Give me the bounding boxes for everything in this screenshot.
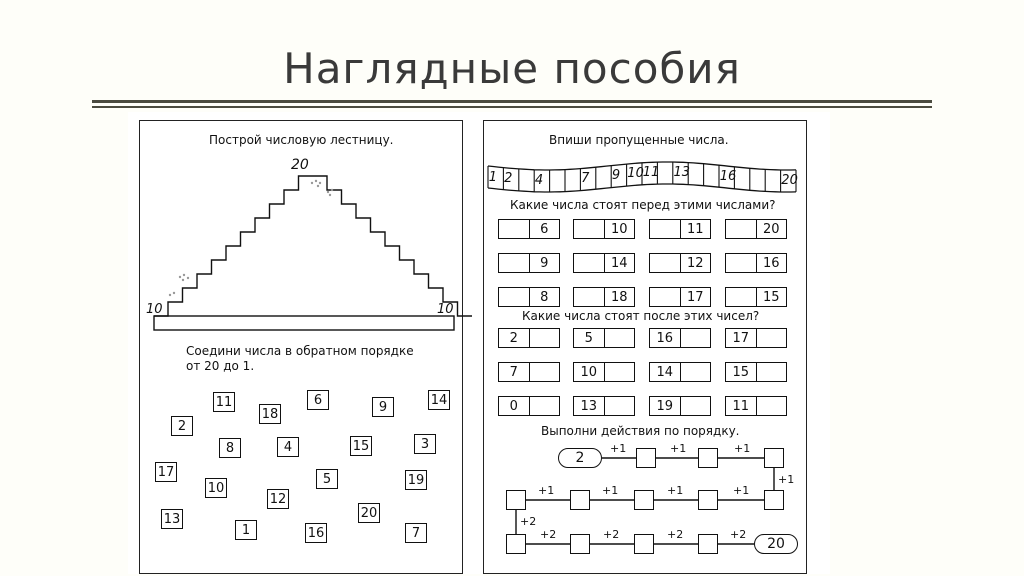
before-given: 17 bbox=[680, 288, 711, 306]
before-given: 15 bbox=[756, 288, 787, 306]
page-title: Наглядные пособия bbox=[283, 44, 741, 93]
number-box: 19 bbox=[405, 470, 427, 490]
strip-cell: 1 bbox=[488, 169, 497, 185]
after-given: 11 bbox=[732, 398, 750, 414]
right-task-missing: Впиши пропущенные числа. bbox=[549, 133, 729, 147]
number-box: 11 bbox=[213, 392, 235, 412]
number-box: 16 bbox=[305, 523, 327, 543]
chain-op: +2 bbox=[667, 528, 684, 541]
chain-answer-box bbox=[764, 490, 784, 510]
before-given: 20 bbox=[756, 220, 787, 238]
left-task-ladder: Построй числовую лестницу. bbox=[209, 133, 394, 147]
right-task-chain: Выполни действия по порядку. bbox=[541, 424, 740, 438]
number-box: 6 bbox=[307, 390, 329, 410]
strip-cell: 7 bbox=[581, 170, 590, 186]
number-box: 13 bbox=[161, 509, 183, 529]
before-given: 14 bbox=[604, 254, 635, 272]
strip-cell: 9 bbox=[611, 167, 621, 183]
number-box: 9 bbox=[372, 397, 394, 417]
right-task-after: Какие числа стоят после этих чисел? bbox=[522, 309, 760, 323]
strip-cell: 20 bbox=[781, 172, 798, 188]
strip-cell: 2 bbox=[504, 171, 513, 187]
number-box: 7 bbox=[405, 523, 427, 543]
strip-cell: 16 bbox=[719, 168, 737, 184]
strip-cell: 4 bbox=[534, 172, 544, 188]
chain-answer-box bbox=[570, 534, 590, 554]
before-given: 9 bbox=[529, 254, 560, 272]
after-given: 10 bbox=[580, 364, 598, 380]
number-box: 10 bbox=[205, 478, 227, 498]
left-task-connect-line1: Соедини числа в обратном порядке bbox=[186, 344, 414, 358]
after-given: 13 bbox=[580, 398, 598, 414]
after-given: 5 bbox=[584, 330, 593, 346]
right-task-before: Какие числа стоят перед этими числами? bbox=[510, 198, 776, 212]
after-given: 7 bbox=[509, 364, 518, 380]
chain-op: +2 bbox=[730, 528, 747, 541]
after-given: 2 bbox=[509, 330, 518, 346]
ladder-right-number: 10 bbox=[437, 302, 454, 317]
chain-answer-box bbox=[636, 448, 656, 468]
chain-op: +2 bbox=[603, 528, 620, 541]
chain-op: +1 bbox=[670, 442, 687, 455]
number-box: 14 bbox=[428, 390, 450, 410]
chain-end: 20 bbox=[754, 534, 798, 554]
number-box: 8 bbox=[219, 438, 241, 458]
number-box: 20 bbox=[358, 503, 380, 523]
before-given: 12 bbox=[680, 254, 711, 272]
left-task-connect-line2: от 20 до 1. bbox=[186, 359, 255, 373]
chain-answer-box bbox=[764, 448, 784, 468]
chain-op: +1 bbox=[610, 442, 627, 455]
number-box: 2 bbox=[171, 416, 193, 436]
before-given: 8 bbox=[529, 288, 560, 306]
before-given: 18 bbox=[604, 288, 635, 306]
ladder-left-number: 10 bbox=[146, 302, 163, 317]
after-given: 0 bbox=[509, 398, 518, 414]
after-given: 17 bbox=[732, 330, 750, 346]
number-box: 5 bbox=[316, 469, 338, 489]
chain-answer-box bbox=[506, 534, 526, 554]
chain-answer-box bbox=[634, 534, 654, 554]
strip-cell: 10 bbox=[627, 166, 644, 182]
chain-op: +1 bbox=[667, 484, 684, 497]
chain-op: +2 bbox=[520, 515, 537, 528]
before-given: 6 bbox=[529, 220, 560, 238]
before-given: 10 bbox=[604, 220, 635, 238]
chain-answer-box bbox=[698, 534, 718, 554]
number-box: 3 bbox=[414, 434, 436, 454]
number-box: 12 bbox=[267, 489, 289, 509]
chain-op: +1 bbox=[734, 442, 751, 455]
after-given: 14 bbox=[656, 364, 674, 380]
number-box: 18 bbox=[259, 404, 281, 424]
strip-cell: 13 bbox=[673, 165, 691, 181]
number-box: 4 bbox=[277, 437, 299, 457]
chain-op: +1 bbox=[733, 484, 750, 497]
chain-op: +1 bbox=[778, 473, 795, 486]
number-box: 1 bbox=[235, 520, 257, 540]
chain-op: +2 bbox=[540, 528, 557, 541]
number-box: 15 bbox=[350, 436, 372, 456]
before-given: 11 bbox=[680, 220, 711, 238]
chain-start: 2 bbox=[558, 448, 602, 468]
chain-answer-box bbox=[570, 490, 590, 510]
chain-answer-box bbox=[506, 490, 526, 510]
after-given: 15 bbox=[732, 364, 750, 380]
after-given: 19 bbox=[656, 398, 674, 414]
chain-op: +1 bbox=[538, 484, 555, 497]
chain-op: +1 bbox=[602, 484, 619, 497]
number-box: 17 bbox=[155, 462, 177, 482]
chain-answer-box bbox=[698, 490, 718, 510]
before-given: 16 bbox=[756, 254, 787, 272]
chain-answer-box bbox=[634, 490, 654, 510]
after-given: 16 bbox=[656, 330, 674, 346]
ladder-top-number: 20 bbox=[291, 157, 309, 173]
strip-cell: 11 bbox=[642, 165, 660, 181]
chain-answer-box bbox=[698, 448, 718, 468]
